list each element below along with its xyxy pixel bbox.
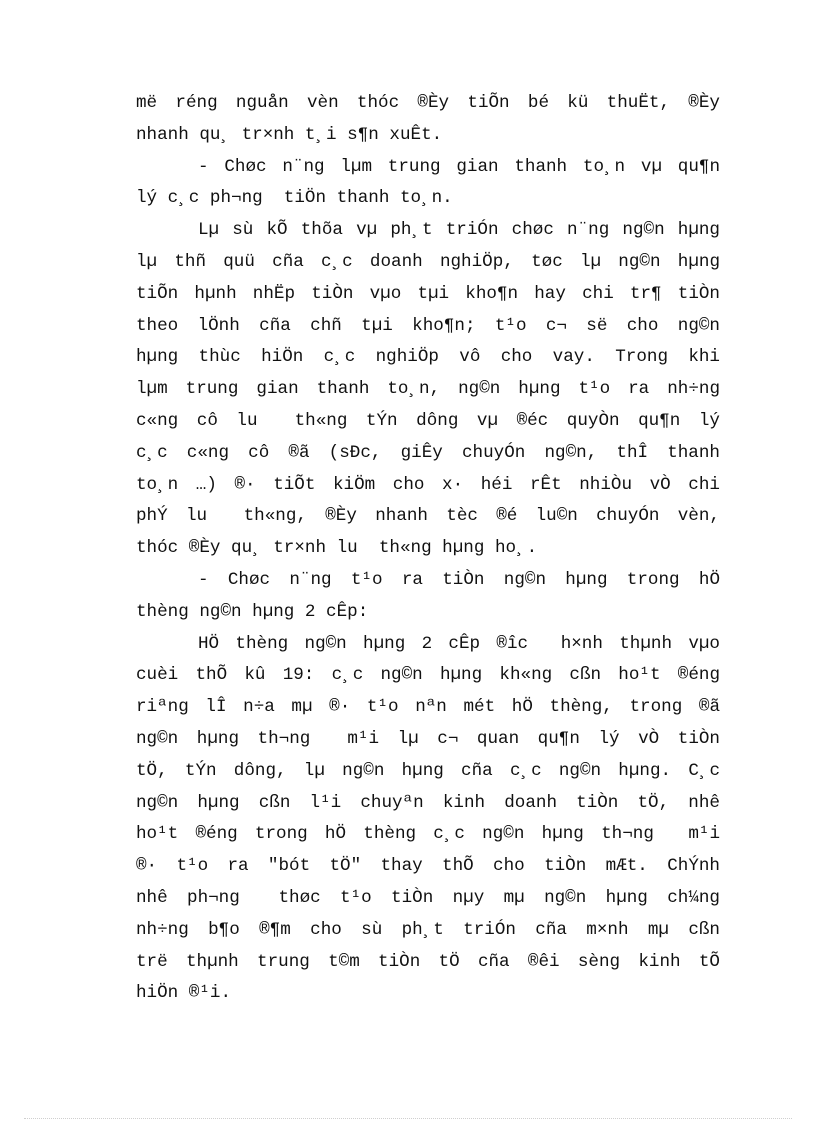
- text-line: ho¹t ®éng trong hÖ thèng c¸c ng©n hµng th¬ng m¹i: [136, 824, 720, 845]
- text-line: - Chøc n¨ng lµm trung gian thanh to¸n vµ qu¶n: [198, 156, 720, 177]
- page-bottom-divider: [24, 1118, 792, 1119]
- text-line: thóc ®Èy qu¸ tr×nh lu th«ng hµng ho¸.: [136, 538, 538, 559]
- text-line: Lµ sù kÕ thõa vµ ph¸t triÓn chøc n¨ng ng©n hµng: [198, 220, 720, 241]
- text-line: lµm trung gian thanh to¸n, ng©n hµng t¹o ra nh÷ng: [136, 379, 720, 400]
- text-line: HÖ thèng ng©n hµng 2 cÊp ®îc h×nh thµnh vµo: [198, 633, 720, 654]
- text-line: tÖ, tÝn dông, lµ ng©n hµng cña c¸c ng©n hµng. C¸c: [136, 760, 720, 781]
- body-text: [136, 88, 720, 1010]
- text-line: - Chøc n¨ng t¹o ra tiÒn ng©n hµng trong hÖ: [198, 569, 720, 590]
- text-line: riªng lÎ n÷a mµ ®· t¹o nªn mét hÖ thèng, trong ®ã: [136, 697, 720, 718]
- text-line: nhê ph¬ng thøc t¹o tiÒn nµy mµ ng©n hµng ch¼ng: [136, 887, 720, 908]
- text-line: lµ thñ quü cña c¸c doanh nghiÖp, tøc lµ ng©n hµng: [136, 251, 720, 272]
- text-line: hµng thùc hiÖn c¸c nghiÖp vô cho vay. Trong khi: [136, 347, 720, 368]
- text-line: ng©n hµng th¬ng m¹i lµ c¬ quan qu¶n lý vÒ tiÒn: [136, 728, 720, 749]
- text-line: thèng ng©n hµng 2 cÊp:: [136, 601, 369, 622]
- text-line: to¸n …) ®· tiÕt kiÖm cho x· héi rÊt nhiÒu vÒ chi: [136, 474, 720, 495]
- text-line: trë thµnh trung t©m tiÒn tÖ cña ®êi sèng kinh tÕ: [136, 951, 720, 972]
- text-line: theo lÖnh cña chñ tµi kho¶n; t¹o c¬ së cho ng©n: [136, 315, 720, 336]
- text-line: nh÷ng b¶o ®¶m cho sù ph¸t triÓn cña m×nh mµ cßn: [136, 919, 720, 940]
- text-line: ng©n hµng cßn l¹i chuyªn kinh doanh tiÒn tÖ, nhê: [136, 792, 720, 813]
- text-line: c«ng cô lu th«ng tÝn dông vµ ®éc quyÒn qu¶n lý: [136, 410, 720, 431]
- text-line: c¸c c«ng cô ®ã (sÐc, giÊy chuyÓn ng©n, thÎ thanh: [136, 442, 720, 463]
- text-line: lý c¸c ph¬ng tiÖn thanh to¸n.: [136, 188, 453, 209]
- text-line: tiÕn hµnh nhËp tiÒn vµo tµi kho¶n hay chi tr¶ tiÒn: [136, 283, 720, 304]
- text-line: phÝ lu th«ng, ®Èy nhanh tèc ®é lu©n chuyÓn vèn,: [136, 506, 720, 527]
- text-line: më réng nguån vèn thóc ®Èy tiÕn bé kü thuËt, ®Èy: [136, 93, 720, 113]
- text-line: hiÖn ®¹i.: [136, 983, 232, 1004]
- text-line: nhanh qu¸ tr×nh t¸i s¶n xuÊt.: [136, 124, 443, 145]
- text-line: ®· t¹o ra "bót tÖ" thay thÕ cho tiÒn mÆt. ChÝnh: [136, 856, 720, 877]
- text-line: cuèi thÕ kû 19: c¸c ng©n hµng kh«ng cßn ho¹t ®éng: [136, 665, 720, 686]
